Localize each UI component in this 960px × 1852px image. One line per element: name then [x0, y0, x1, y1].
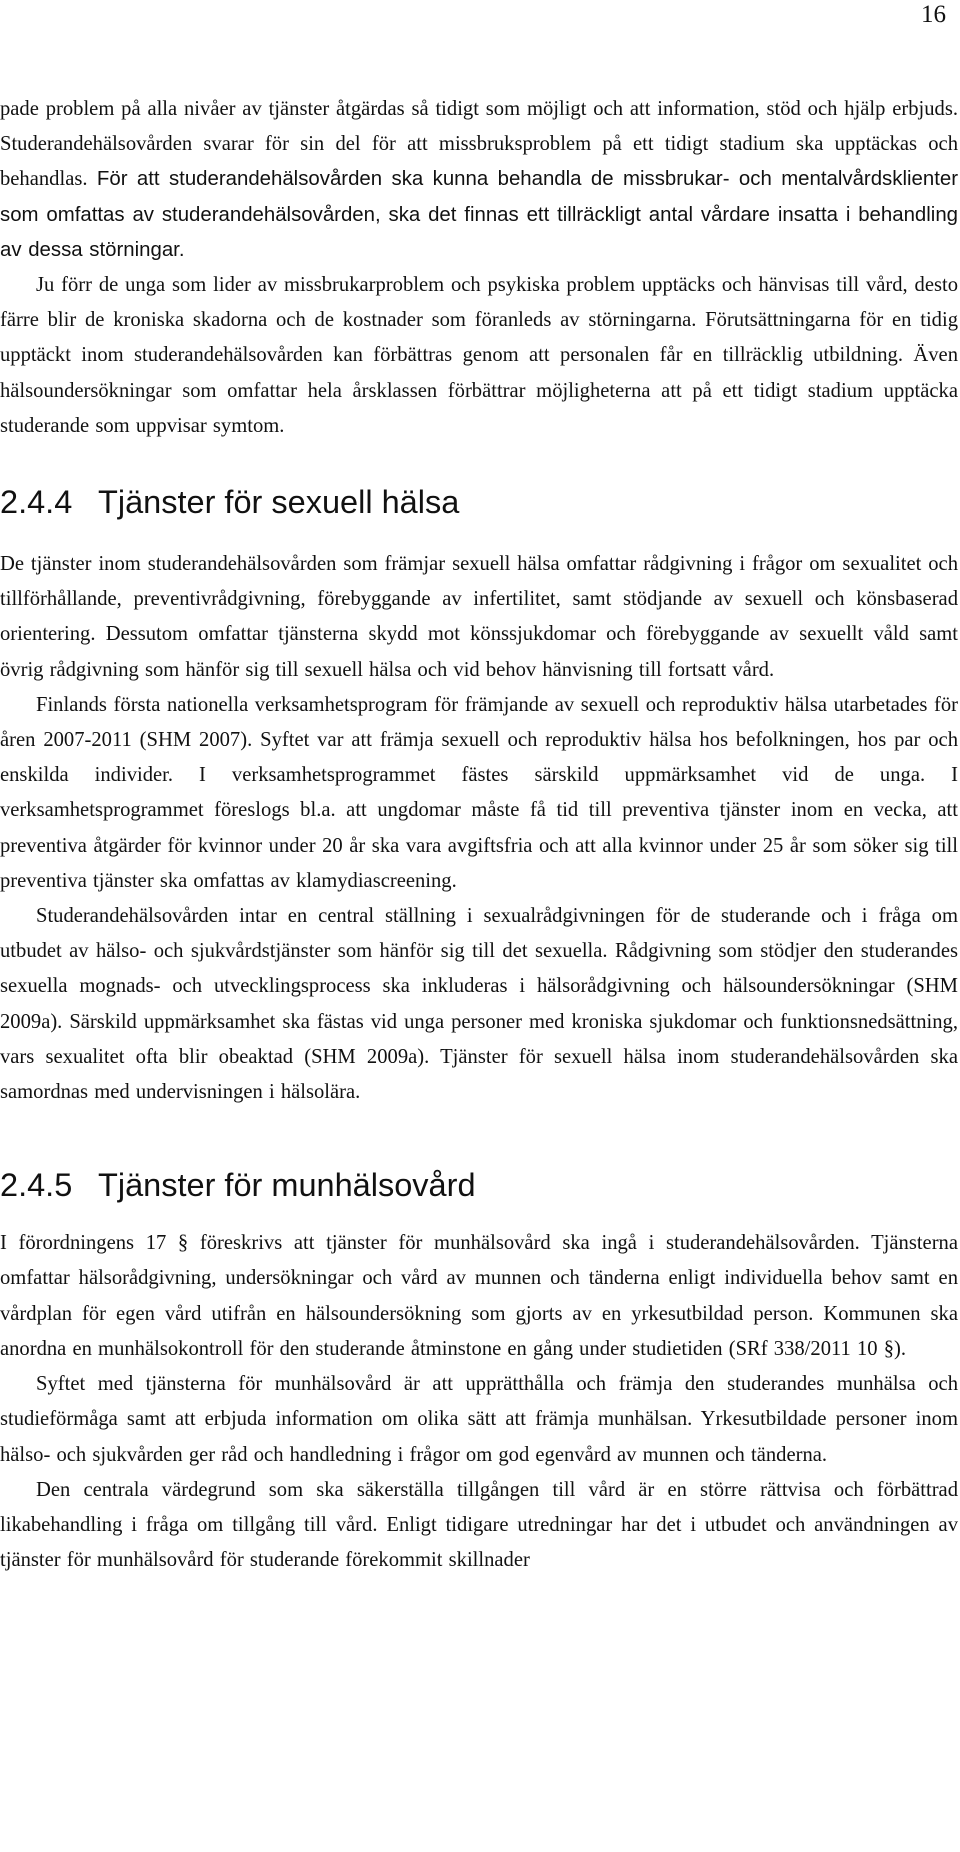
section-title: Tjänster för munhälsovård [98, 1167, 476, 1204]
paragraph-substance-abuse-part1: pade problem på alla nivåer av tjänster åtgärdas så tidigt som möjligt och att information, stöd och hjälp erbjuds. Studerandehälsovården svarar för sin del för att missbruksproblem på ett tidigt stadium ska upptäckas och behandlas. [0, 98, 958, 191]
page-number: 16 [921, 1, 946, 28]
section-title: Tjänster för sexuell hälsa [98, 484, 460, 521]
paragraph-sexual-health-services: De tjänster inom studerandehälsovården som främjar sexuell hälsa omfattar rådgivning i frågor om sexualitet och tillförhållande, preventivrådgivning, förebyggande av infertilitet, samt stödjande av sexuell och könsbaserad orientering. Dessutom omfattar tjänsterna skydd mot könssjukdomar och förebyggande av sexuellt våld samt övrig rådgivning som hänför sig till sexuell hälsa och vid behov hänvisning till fortsatt vård. [0, 553, 958, 681]
section-heading-oral-health [0, 1165, 958, 1205]
paragraph-substance-abuse-part2: För att studerandehälsovården ska kunna behandla de missbrukar- och mentalvårdsklienter som omfattas av studerandehälsovården, ska det finnas ett tillräckligt antal vårdare insatta i behandling av dessa störningar. [0, 168, 958, 261]
section-heading-sexual-health [0, 482, 958, 522]
paragraph-sexual-counselling: Studerandehälsovården intar en central ställning i sexualrådgivningen för de studerande och i fråga om utbudet av hälso- och sjukvårdstjänster som hänför sig till det sexuella. Rådgivning som stödjer den studerandes sexuella mognads- och utvecklingsprocess ska inkluderas i hälsorådgivning och hälsoundersökningar (SHM 2009a). Särskild uppmärksamhet ska fästas vid unga personer med kroniska sjukdomar och funktionsnedsättning, vars sexualitet ofta blir obeaktad (SHM 2009a). Tjänster för sexuell hälsa inom studerandehälsovården ska samordnas med undervisningen i hälsolära. [0, 905, 958, 1104]
paragraph-oral-health-purpose: Syftet med tjänsterna för munhälsovård är att upprätthålla och främja den studerandes munhälsa och studieförmåga samt att erbjuda information om olika sätt att främja munhälsan. Yrkesutbildade personer inom hälso- och sjukvården ger råd och handledning i frågor om god egenvård av munnen och tänderna. [0, 1373, 958, 1466]
paragraph-early-detection: Ju förr de unga som lider av missbrukarproblem och psykiska problem upptäcks och hänvisas till vård, desto färre blir de kroniska skadorna och de kostnader som föranleds av störningarna. Förutsättningarna för en tidig upptäckt inom studerandehälsovården kan förbättras genom att personalen får en tillräcklig utbildning. Även hälsoundersökningar som omfattar hela årsklassen förbättrar möjligheterna att på ett tidigt stadium upptäcka studerande som uppvisar symtom. [0, 274, 958, 437]
paragraph-national-program: Finlands första nationella verksamhetsprogram för främjande av sexuell och reproduktiv hälsa utarbetades för åren 2007-2011 (SHM 2007). Syftet var att främja sexuell och reproduktiv hälsa hos befolkningen, hos par och enskilda individer. I verksamhetsprogrammet fästes särskild uppmärksamhet vid de unga. I verksamhetsprogrammet föreslogs bl.a. att ungdomar måste få tid till preventiva tjänster inom en vecka, att preventiva åtgärder för kvinnor under 20 år ska vara avgiftsfria och att alla kvinnor under 25 år som söker sig till preventiva tjänster ska omfattas av klamydiascreening. [0, 693, 958, 892]
section-number: 2.4.4 [0, 484, 73, 521]
page-content [0, 92, 958, 1578]
paragraph-oral-health-equality: Den centrala värdegrund som ska säkerställa tillgången till vård är en större rättvisa och förbättrad likabehandling i fråga om tillgång till vård. Enligt tidigare utredningar har det i utbudet och användningen av tjänster för munhälsovård för studerande förekommit skillnader [0, 1478, 958, 1572]
paragraph-oral-health-regulation: I förordningens 17 § föreskrivs att tjänster för munhälsovård ska ingå i studerandehälsovården. Tjänsterna omfattar hälsorådgivning, undersökningar och vård av munnen och tänderna enligt individuella behov samt en vårdplan för egen vård utifrån en hälsoundersökning som gjorts av en yrkesutbildad person. Kommunen ska anordna en munhälsokontroll för den studerande åtminstone en gång under studietiden (SRf 338/2011 10 §). [0, 1232, 958, 1360]
section-number: 2.4.5 [0, 1167, 73, 1204]
paragraph-substance-abuse [0, 92, 958, 268]
